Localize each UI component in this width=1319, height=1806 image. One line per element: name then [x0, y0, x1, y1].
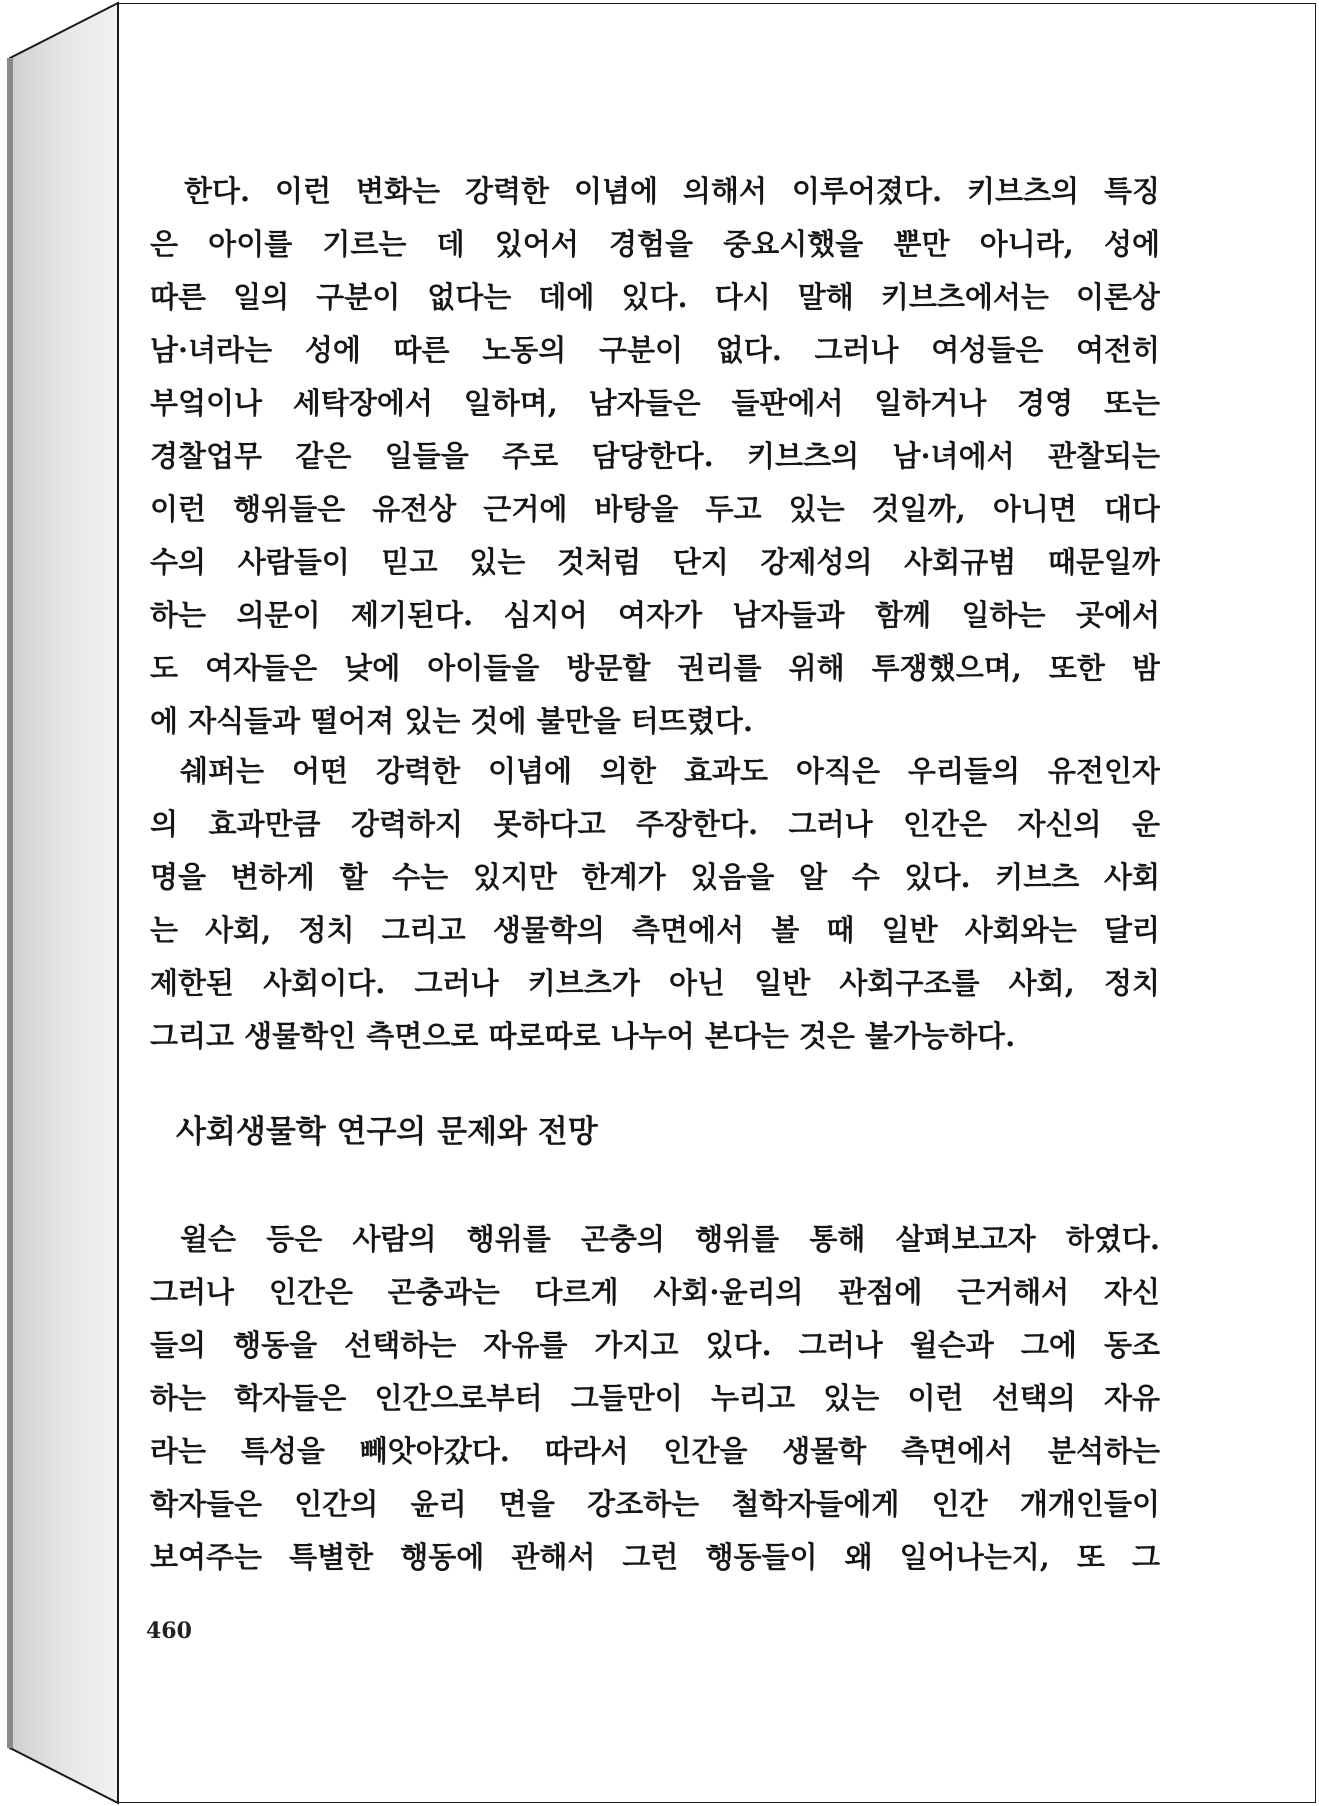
text-line: 라는 특성을 빼앗아갔다. 따라서 인간을 생물학 측면에서 분석하는: [150, 1434, 1160, 1468]
text-line: 수의 사람들이 믿고 있는 것처럼 단지 강제성의 사회규범 때문일까: [150, 545, 1160, 579]
paragraph-1: [150, 165, 1160, 748]
text-line: 은 아이를 기르는 데 있어서 경험을 중요시했을 뿐만 아니라, 성에: [150, 227, 1160, 261]
book-spine-shading: [0, 0, 130, 1806]
paragraph-3: [150, 1213, 1160, 1584]
text-line: 윌슨 등은 사람의 행위를 곤충의 행위를 통해 살펴보고자 하였다.: [180, 1222, 1160, 1256]
text-line: 제한된 사회이다. 그러나 키브츠가 아닌 일반 사회구조를 사회, 정치: [150, 966, 1160, 1000]
text-line: 그러나 인간은 곤충과는 다르게 사회·윤리의 관점에 근거해서 자신: [150, 1275, 1160, 1309]
text-line: 부엌이나 세탁장에서 일하며, 남자들은 들판에서 일하거나 경영 또는: [150, 386, 1160, 420]
text-line: 하는 학자들은 인간으로부터 그들만이 누리고 있는 이런 선택의 자유: [150, 1381, 1160, 1415]
text-line: 경찰업무 같은 일들을 주로 담당한다. 키브츠의 남·녀에서 관찰되는: [150, 439, 1160, 473]
text-line: 한다. 이런 변화는 강력한 이념에 의해서 이루어졌다. 키브츠의 특징: [184, 174, 1160, 208]
paragraph-2: [150, 745, 1160, 1063]
text-line: 학자들은 인간의 윤리 면을 강조하는 철학자들에게 인간 개개인들이: [150, 1487, 1160, 1521]
text-line: 는 사회, 정치 그리고 생물학의 측면에서 볼 때 일반 사회와는 달리: [150, 913, 1160, 947]
text-line: 보여주는 특별한 행동에 관해서 그런 행동들이 왜 일어나는지, 또 그: [150, 1540, 1160, 1574]
text-line: 그리고 생물학인 측면으로 따로따로 나누어 본다는 것은 불가능하다.: [150, 1019, 1016, 1053]
page-number: 460: [146, 1618, 192, 1644]
text-line: 들의 행동을 선택하는 자유를 가지고 있다. 그러나 윌슨과 그에 동조: [150, 1328, 1160, 1362]
text-line: 하는 의문이 제기된다. 심지어 여자가 남자들과 함께 일하는 곳에서: [150, 598, 1160, 632]
text-line: 도 여자들은 낮에 아이들을 방문할 권리를 위해 투쟁했으며, 또한 밤: [150, 651, 1160, 685]
text-line: 에 자식들과 떨어져 있는 것에 불만을 터뜨렸다.: [150, 704, 753, 738]
text-line: 의 효과만큼 강력하지 못하다고 주장한다. 그러나 인간은 자신의 운: [150, 807, 1160, 841]
text-line: 남·녀라는 성에 따른 노동의 구분이 없다. 그러나 여성들은 여전히: [150, 333, 1160, 367]
text-line: 따른 일의 구분이 없다는 데에 있다. 다시 말해 키브츠에서는 이론상: [150, 280, 1160, 314]
text-line: 이런 행위들은 유전상 근거에 바탕을 두고 있는 것일까, 아니면 대다: [150, 492, 1160, 526]
section-heading: 사회생물학 연구의 문제와 전망: [176, 1114, 598, 1150]
text-line: 명을 변하게 할 수는 있지만 한계가 있음을 알 수 있다. 키브츠 사회: [150, 860, 1160, 894]
text-line: 쉐퍼는 어떤 강력한 이념에 의한 효과도 아직은 우리들의 유전인자: [180, 754, 1160, 788]
